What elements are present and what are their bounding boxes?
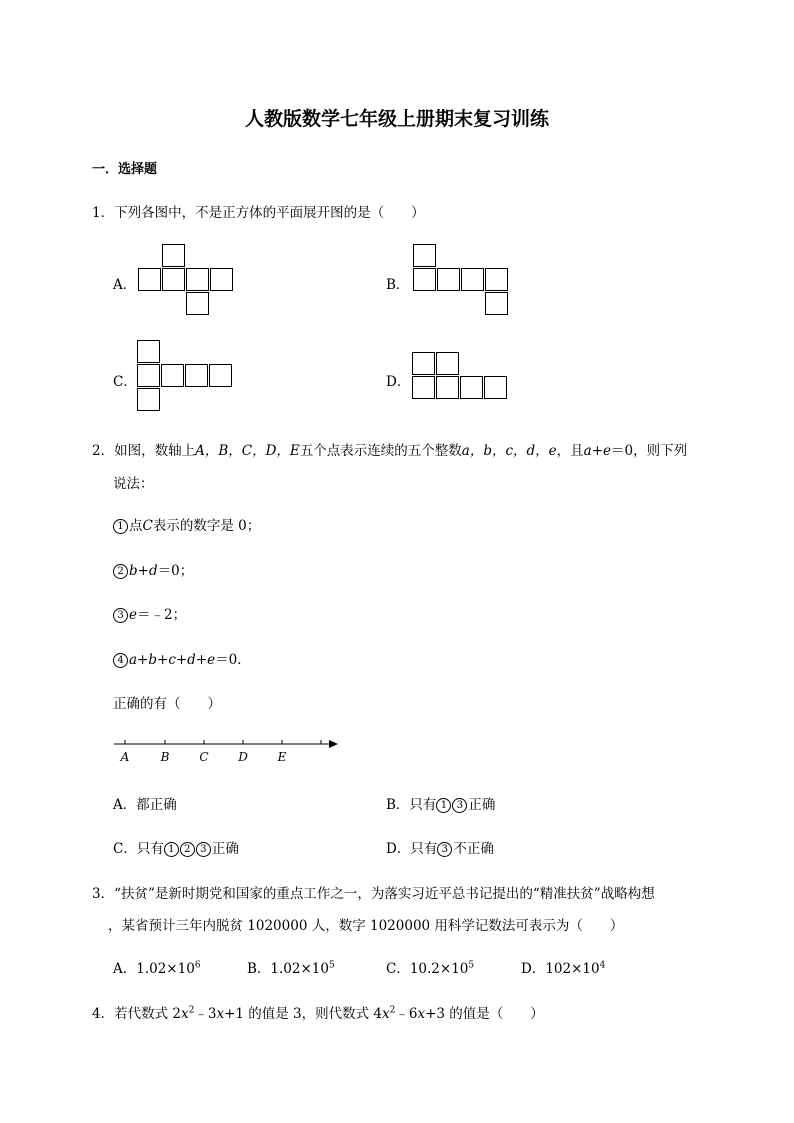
net-square [413,244,436,267]
option-text: 正确 [468,797,496,813]
q2-statement-1 [113,514,260,534]
q3-option-c [386,957,474,977]
page-title: 人教版数学七年级上册期末复习训练 [244,108,549,130]
q4-var: x [382,1006,390,1022]
circled-number: 3 [452,798,467,813]
exponent: 5 [328,960,335,971]
q1-option-b-label: B． [386,277,410,293]
statement-expr: a+b+c+d+e [129,652,216,668]
question-3-text: “扶贫”是新时期党和国家的重点工作之一，为落实习近平总书记提出的“精准扶贫”战略构想 [114,886,655,902]
question-1-number: 1． [92,205,115,221]
axis-label-b: B [160,750,170,764]
q4-text: +3 的值是（ ） [425,1006,544,1022]
q2-text: 五个点表示连续的五个整数 [299,443,462,459]
statement-text: 点 [129,518,143,534]
q2-variables: a，b，c，d，e [461,443,557,459]
q2-text: ＝0，则下列 [611,443,688,459]
exponent: 2 [188,1005,195,1016]
option-text: B．1.02×10 [247,961,329,977]
axis-label-c: C [199,750,209,764]
circled-number: 2 [113,564,128,579]
statement-text: 表示的数字是 0； [152,518,261,534]
q4-var: x [417,1006,426,1022]
net-square [162,244,185,267]
q2-text: 如图，数轴上 [114,443,196,459]
net-square [138,268,161,291]
q2-option-b [386,793,495,813]
statement-text: ＝0． [215,652,251,668]
q2-statement-2 [113,559,193,579]
net-square [436,352,459,375]
circled-number: 3 [196,842,211,857]
net-square [186,268,209,291]
q1-option-d-label: D． [386,374,411,390]
net-square [460,376,483,399]
net-square [436,376,459,399]
axis-arrow [329,740,338,748]
number-line [110,730,350,770]
option-text: D．只有 [386,841,438,857]
q2-option-a: A．都正确 [113,797,177,813]
option-text: C．只有 [113,841,164,857]
question-2 [92,439,687,459]
q2-statement-4 [113,648,251,668]
net-square [162,268,185,291]
option-text: D．102×10 [521,961,600,977]
net-square [485,268,508,291]
question-1 [92,201,425,221]
net-square [485,292,508,315]
circled-number: 4 [113,653,128,668]
q2-statement-3 [113,603,186,623]
net-square [461,268,484,291]
net-square [210,268,233,291]
net-square [413,268,436,291]
q4-var: x [180,1006,189,1022]
question-1-text: 下列各图中，不是正方体的平面展开图的是（ ） [114,205,425,221]
q3-option-a [113,957,201,977]
net-square [137,388,160,411]
q4-var: x [216,1006,225,1022]
net-square [412,352,435,375]
q4-text: +1 的值是 3，则代数式 4 [224,1006,383,1022]
question-2-number: 2． [92,443,115,459]
option-text: 正确 [211,841,239,857]
statement-expr: e [129,607,137,623]
exponent: 2 [389,1005,396,1016]
q2-option-c [113,837,239,857]
circled-number: 3 [113,608,128,623]
option-text: 不正确 [453,841,494,857]
axis-label-a: A [120,750,130,764]
q2-option-d [386,837,494,857]
net-square [137,364,160,387]
q2-line-2: 说法： [113,476,154,492]
exponent: 5 [468,960,475,971]
circled-number: 1 [164,842,179,857]
question-3-line-2: ，某省预计三年内脱贫 1020000 人，数字 1020000 用科学记数法可表示为（ ） [108,918,624,934]
q2-expression: a+e [583,443,612,459]
q3-option-b [247,957,335,977]
circled-number: 2 [180,842,195,857]
net-square [161,364,184,387]
option-text: C．10.2×10 [386,961,469,977]
section-heading: 一．选择题 [92,162,158,177]
question-3-number: 3． [92,886,115,902]
question-3 [92,882,655,902]
q2-ask: 正确的有（ ） [113,696,221,712]
q3-option-d [521,957,605,977]
q4-text: 若代数式 2 [114,1006,181,1022]
net-square [412,376,435,399]
statement-var: C [142,518,153,534]
option-text: A．1.02×10 [113,961,195,977]
circled-number: 1 [436,798,451,813]
statement-text: ＝﹣2； [137,607,187,623]
question-4 [92,1002,544,1022]
question-4-number: 4． [92,1006,115,1022]
axis-label-d: D [238,750,248,764]
circled-number: 1 [113,519,128,534]
net-square [185,364,208,387]
q1-option-c-label: C． [113,374,137,390]
net-square [484,376,507,399]
q2-point-names: A，B，C，D，E [195,443,300,459]
circled-number: 3 [437,842,452,857]
q1-option-a-label: A． [113,277,137,293]
net-square [137,340,160,363]
axis-label-e: E [277,750,287,764]
q4-text: ﹣3 [194,1006,217,1022]
exponent: 6 [194,960,201,971]
net-square [209,364,232,387]
statement-text: ＝0； [157,563,194,579]
option-text: B．只有 [386,797,437,813]
exponent: 4 [599,960,606,971]
statement-expr: b+d [129,563,158,579]
q4-text: ﹣6 [395,1006,418,1022]
net-square [186,292,209,315]
q2-text: ，且 [556,443,584,459]
net-square [437,268,460,291]
